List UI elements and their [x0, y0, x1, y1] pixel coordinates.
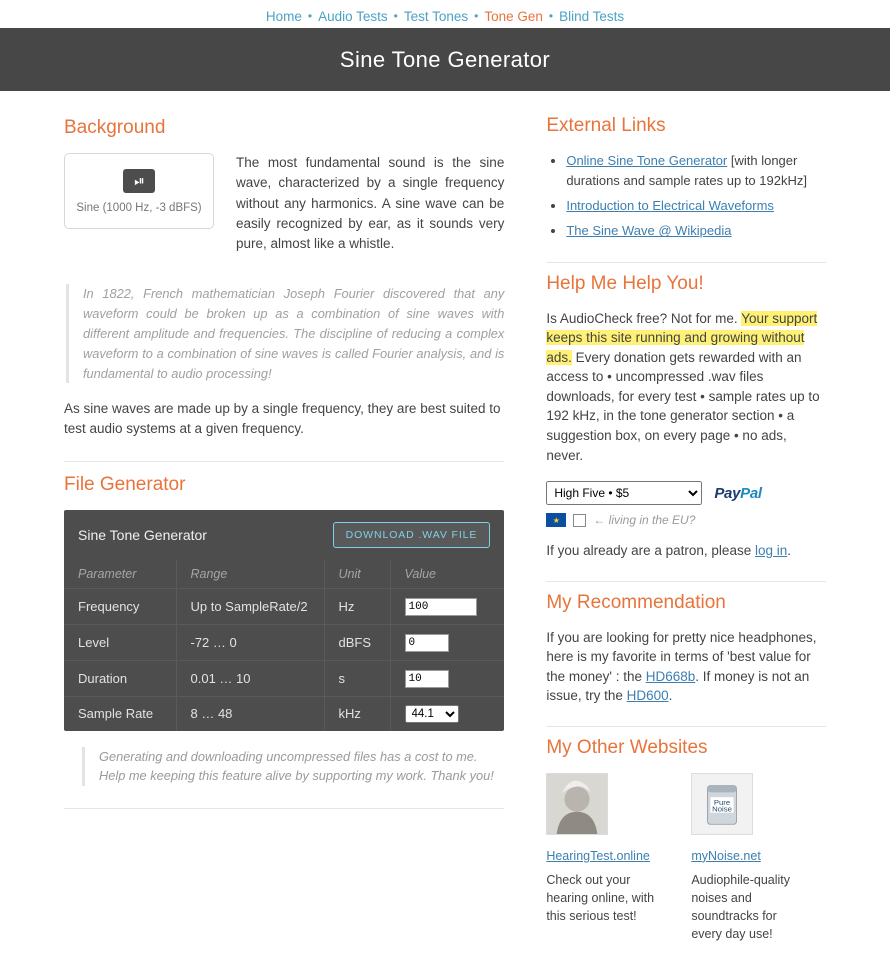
play-pause-icon[interactable]: ⏯: [123, 169, 155, 193]
link-mynoise-net[interactable]: myNoise.net: [691, 848, 761, 863]
param-range-sample-rate: 8 … 48: [176, 696, 324, 731]
param-name-frequency: Frequency: [64, 588, 176, 624]
link-hd668b[interactable]: HD668b: [645, 668, 696, 684]
hearingtest-description: Check out your hearing online, with this serious test!: [546, 872, 655, 924]
right-column: [546, 91, 826, 943]
recommendation-text-after: .: [668, 688, 673, 704]
eu-hint-text: ← living in the EU?: [593, 513, 696, 528]
donation-amount-select[interactable]: [546, 481, 702, 505]
page-title: Sine Tone Generator: [339, 46, 551, 72]
right-divider-2: [546, 581, 826, 582]
param-name-duration: Duration: [64, 660, 176, 696]
page-content: [0, 91, 890, 943]
nav-separator: •: [307, 9, 313, 23]
left-column: [64, 91, 504, 943]
nav-separator: •: [474, 9, 479, 23]
paypal-button[interactable]: [714, 485, 761, 502]
nav-item-audio-tests[interactable]: Audio Tests: [318, 8, 388, 24]
param-value-sample-rate-cell: [390, 696, 504, 731]
svg-text:Noise: Noise: [712, 804, 733, 814]
list-item: [566, 221, 826, 241]
file-generator-panel: [64, 510, 504, 731]
help-text-after: Every donation gets rewarded with an access to • uncompressed .wav files downloads, for every test • sample rates up to 192 kHz, in the tone generator section • a suggestion box, on every page • no ads, never.: [546, 349, 820, 463]
player-caption: Sine (1000 Hz, -3 dBFS): [76, 201, 202, 214]
param-value-frequency-cell: [390, 588, 504, 624]
param-unit-level: dBFS: [324, 624, 390, 660]
patron-text-after: .: [787, 543, 792, 559]
list-item: [566, 151, 826, 191]
col-unit: Unit: [324, 560, 390, 589]
file-generator-header: [64, 510, 504, 560]
param-name-sample-rate: Sample Rate: [64, 696, 176, 731]
nav-item-tone-gen[interactable]: Tone Gen: [484, 8, 543, 24]
col-value: Value: [390, 560, 504, 589]
param-unit-duration: s: [324, 660, 390, 696]
link-introduction-electrical-waveforms[interactable]: Introduction to Electrical Waveforms: [566, 198, 774, 214]
site-card-mynoise: [691, 773, 810, 944]
background-intro-text: The most fundamental sound is the sine wave, characterized by a single frequency without any harmonics. A sine wave can be easily recognized by ear, as it sounds very pure, almost like a whistle.: [236, 155, 505, 251]
table-row: [64, 696, 504, 731]
link-hearingtest-online[interactable]: HearingTest.online: [546, 848, 650, 863]
sine-player[interactable]: [64, 153, 214, 229]
param-name-level: Level: [64, 624, 176, 660]
col-parameter: Parameter: [78, 566, 137, 581]
help-text-highlight: Your support keeps this site running and growing without ads.: [546, 310, 818, 365]
nav-separator: •: [393, 9, 398, 23]
download-wav-button[interactable]: DOWNLOAD .WAV FILE: [333, 522, 491, 548]
file-generator-heading: File Generator: [64, 473, 186, 495]
paypal-label-pal: Pal: [740, 484, 762, 502]
background-heading: Background: [64, 117, 166, 138]
paypal-label-pay: Pay: [714, 484, 741, 502]
list-item: [566, 196, 826, 216]
file-generator-note: Generating and downloading uncompressed files has a cost to me. Help me keeping this feature alive by supporting my work. Thank you!: [82, 747, 504, 787]
nav-item-test-tones[interactable]: Test Tones: [403, 8, 469, 24]
level-input[interactable]: [405, 634, 449, 652]
right-divider-1: [546, 262, 826, 263]
generator-parameters-table: [64, 560, 504, 731]
recommendation-text-before: If you are looking for pretty nice headphones, here is my favorite in terms of 'best value for the money' : the: [546, 629, 817, 684]
left-divider: [64, 461, 504, 462]
link-sine-wave-wikipedia[interactable]: The Sine Wave @ Wikipedia: [566, 223, 732, 239]
patron-text: [546, 541, 826, 561]
table-header-row: [64, 560, 504, 589]
einstein-photo-icon[interactable]: [546, 773, 608, 835]
link-suffix: [with longer durations and sample rates up to 192kHz]: [566, 153, 807, 189]
svg-text:Pure: Pure: [714, 797, 731, 807]
nav-item-blind-tests[interactable]: Blind Tests: [559, 8, 625, 24]
fourier-quote: In 1822, French mathematician Joseph Fourier discovered that any waveform could be broken up as a combination of sine waves with different amplitude and frequencies. The discipline of reducing a complex waveform to a combination of sine waves is called Fourier analysis, and is fundamental to audio processing!: [66, 284, 504, 383]
eu-flag-icon: ★: [546, 513, 566, 527]
nav-item-home[interactable]: Home: [265, 8, 302, 24]
background-intro-row: [64, 153, 504, 266]
patron-text-before: If you already are a patron, please: [546, 543, 755, 559]
mynoise-description: Audiophile-quality noises and soundtracks for every day use!: [691, 872, 791, 942]
background-outro-text: As sine waves are made up by a single frequency, they are best suited to test audio systems at a given frequency.: [64, 401, 501, 436]
param-range-duration: 0.01 … 10: [176, 660, 324, 696]
help-text-before: Is AudioCheck free? Not for me.: [546, 310, 742, 326]
other-websites-thumbs: [546, 773, 826, 944]
table-row: [64, 588, 504, 624]
table-row: [64, 660, 504, 696]
param-unit-sample-rate: kHz: [324, 696, 390, 731]
col-range: Range: [176, 560, 324, 589]
external-links-heading: External Links: [546, 115, 666, 136]
help-heading: Help Me Help You!: [546, 272, 704, 294]
link-hd600[interactable]: HD600: [626, 688, 669, 704]
param-value-duration-cell: [390, 660, 504, 696]
param-range-level: -72 … 0: [176, 624, 324, 660]
duration-input[interactable]: [405, 670, 449, 688]
external-links-list: [546, 151, 826, 242]
recommendation-text-mid: . If money is not an issue, try the: [546, 668, 810, 704]
pure-noise-can-icon[interactable]: [691, 773, 753, 835]
eu-row: [546, 513, 826, 527]
other-websites-heading: My Other Websites: [546, 736, 708, 758]
sample-rate-select[interactable]: [405, 705, 459, 723]
help-text: [546, 309, 826, 466]
top-navigation: [0, 0, 890, 28]
frequency-input[interactable]: [405, 598, 477, 616]
left-divider-bottom: [64, 808, 504, 809]
right-divider-3: [546, 726, 826, 727]
table-row: [64, 624, 504, 660]
param-range-frequency: Up to SampleRate/2: [176, 588, 324, 624]
param-value-level-cell: [390, 624, 504, 660]
param-unit-frequency: Hz: [324, 588, 390, 624]
eu-checkbox[interactable]: [573, 514, 586, 527]
donation-row: [546, 481, 826, 505]
nav-separator: •: [548, 9, 554, 23]
file-generator-panel-title: Sine Tone Generator: [78, 526, 207, 543]
login-link[interactable]: log in: [754, 543, 788, 559]
page-banner: [0, 28, 890, 91]
link-online-sine-tone-generator[interactable]: Online Sine Tone Generator: [566, 153, 728, 168]
recommendation-heading: My Recommendation: [546, 591, 726, 613]
site-card-hearingtest: [546, 773, 665, 944]
recommendation-text: [546, 628, 826, 706]
